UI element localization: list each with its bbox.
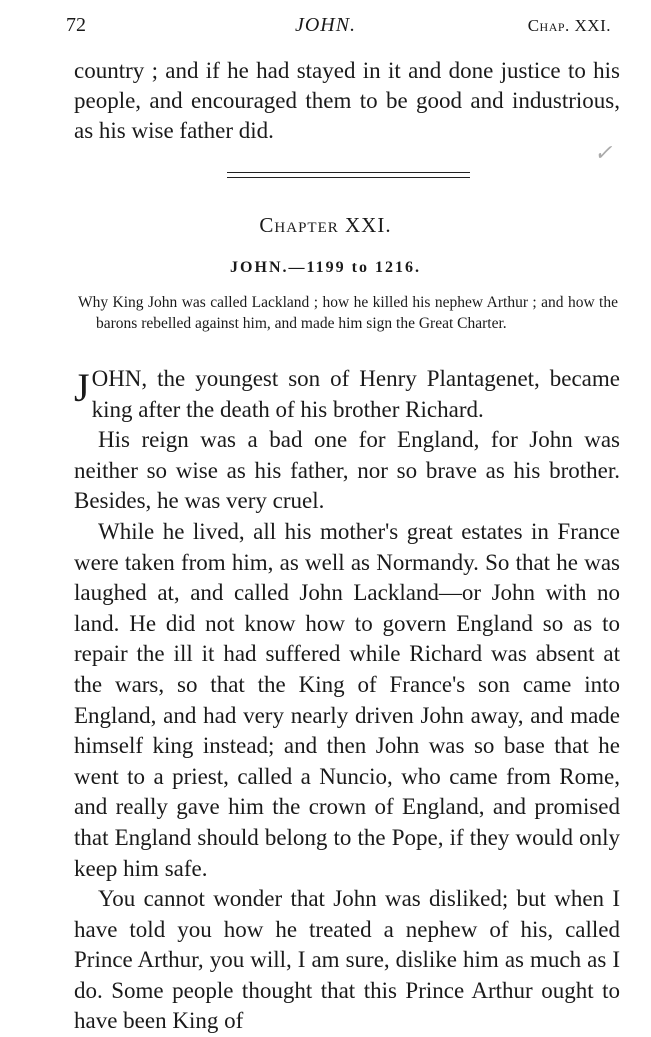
previous-chapter-text: country ; and if he had stayed in it and done justice to his people, and encouraged them to be good and industrious, as his wise father did. <box>74 58 620 143</box>
chapter-label: Chap. XXI. <box>527 16 611 35</box>
chapter-heading: Chapter XXI. <box>259 213 392 237</box>
paragraph-3: While he lived, all his mother's great estates in France were taken from him, as well as Normandy. So that he was laughed at, and called John Lackland—or John with no land. He did not know how to govern England so as to repair the ill it had suffered while Richard was absent at the wars, so that the King of France's son came into England, and had very nearly driven John away, and made himself king instead; and then John was so base that he went to a priest, called a Nuncio, who came from Rome, and really gave him the crown of England, and promised that England should belong to the Pope, if they would only keep him safe. <box>74 518 620 881</box>
page-header <box>0 6 651 36</box>
divider-rule-bottom <box>227 177 470 178</box>
paragraph-4: You cannot wonder that John was disliked; but when I have told you how he treated a nephew of his, called Prince Arthur, you will, I am sure, dislike him as much as I do. Some people thought that this Prince Arthur ought to have been King of <box>74 886 620 1034</box>
reign-heading: JOHN.—1199 to 1216. <box>230 259 421 276</box>
page-number: 72 <box>66 14 86 36</box>
paragraph-1 <box>74 364 620 425</box>
running-title: JOHN. <box>294 14 357 36</box>
chapter-synopsis: Why King John was called Lackland ; how he killed his nephew Arthur ; and how the barons rebelled against him, and made him sign the Great Charter. <box>78 294 618 332</box>
divider-rule-top <box>227 172 470 173</box>
chapter-body <box>74 364 620 1037</box>
pencil-check-mark: ✓ <box>594 140 613 165</box>
paragraph-1-text: OHN, the youngest son of Henry Plantagenet, became king after the death of his brother Richard. <box>91 366 620 422</box>
paragraph-2: His reign was a bad one for England, for John was neither so wise as his father, nor so brave as his brother. Besides, he was very cruel. <box>74 427 620 514</box>
drop-cap: J <box>74 365 90 410</box>
